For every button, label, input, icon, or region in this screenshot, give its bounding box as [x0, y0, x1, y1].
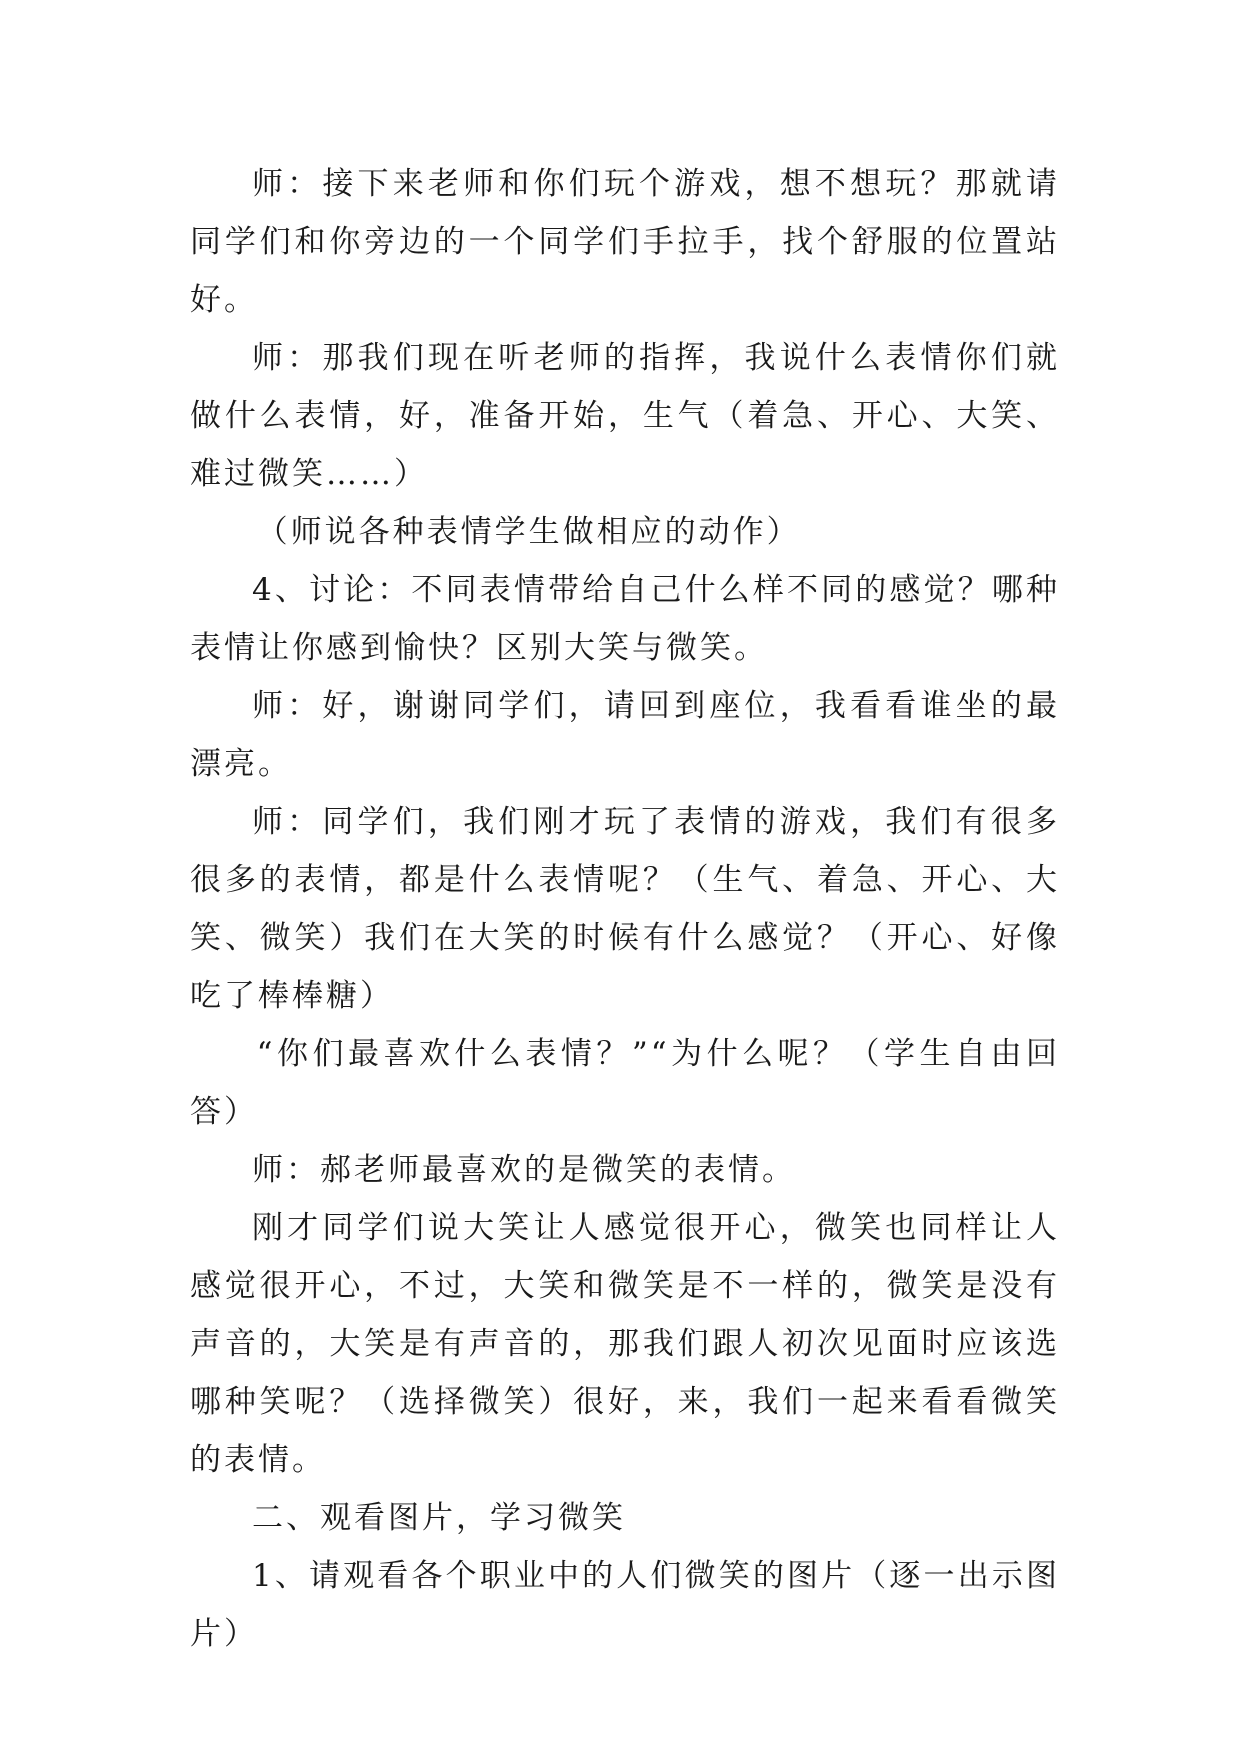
paragraph-expression-review: 师：同学们，我们刚才玩了表情的游戏，我们有很多很多的表情，都是什么表情呢？（生气、着急、开心、大笑、微笑）我们在大笑的时候有什么感觉？（开心、好像吃了棒棒糖）: [190, 804, 1060, 1014]
paragraph-expression-instructions: 师：那我们现在听老师的指挥，我说什么表情你们就做什么表情，好，准备开始，生气（着急、开心、大笑、难过微笑……）: [190, 340, 1060, 492]
paragraph-show-pictures: 1、请观看各个职业中的人们微笑的图片（逐一出示图片）: [190, 1558, 1060, 1652]
paragraph-laugh-vs-smile: 刚才同学们说大笑让人感觉很开心，微笑也同样让人感觉很开心，不过，大笑和微笑是不一样的，微笑是没有声音的，大笑是有声音的，那我们跟人初次见面时应该选哪种笑呢？（选择微笑）很好，来，我们一起来看看微笑的表情。: [190, 1210, 1060, 1478]
paragraph-favorite-question: “你们最喜欢什么表情？”“为什么呢？（学生自由回答）: [190, 1036, 1060, 1130]
paragraph-discussion: 4、讨论：不同表情带给自己什么样不同的感觉？哪种表情让你感到愉快？区别大笑与微笑。: [190, 572, 1060, 666]
section-heading-watch-pictures: 二、观看图片，学习微笑: [252, 1500, 626, 1536]
document-page: [190, 155, 1060, 1663]
paragraph-game-intro: 师：接下来老师和你们玩个游戏，想不想玩？那就请同学们和你旁边的一个同学们手拉手，找个舒服的位置站好。: [190, 166, 1060, 318]
paragraph-teacher-favorite: 师：郝老师最喜欢的是微笑的表情。: [252, 1152, 796, 1188]
paragraph-stage-note: （师说各种表情学生做相应的动作）: [256, 514, 801, 550]
paragraph-return-seats: 师：好，谢谢同学们，请回到座位，我看看谁坐的最漂亮。: [190, 688, 1060, 782]
